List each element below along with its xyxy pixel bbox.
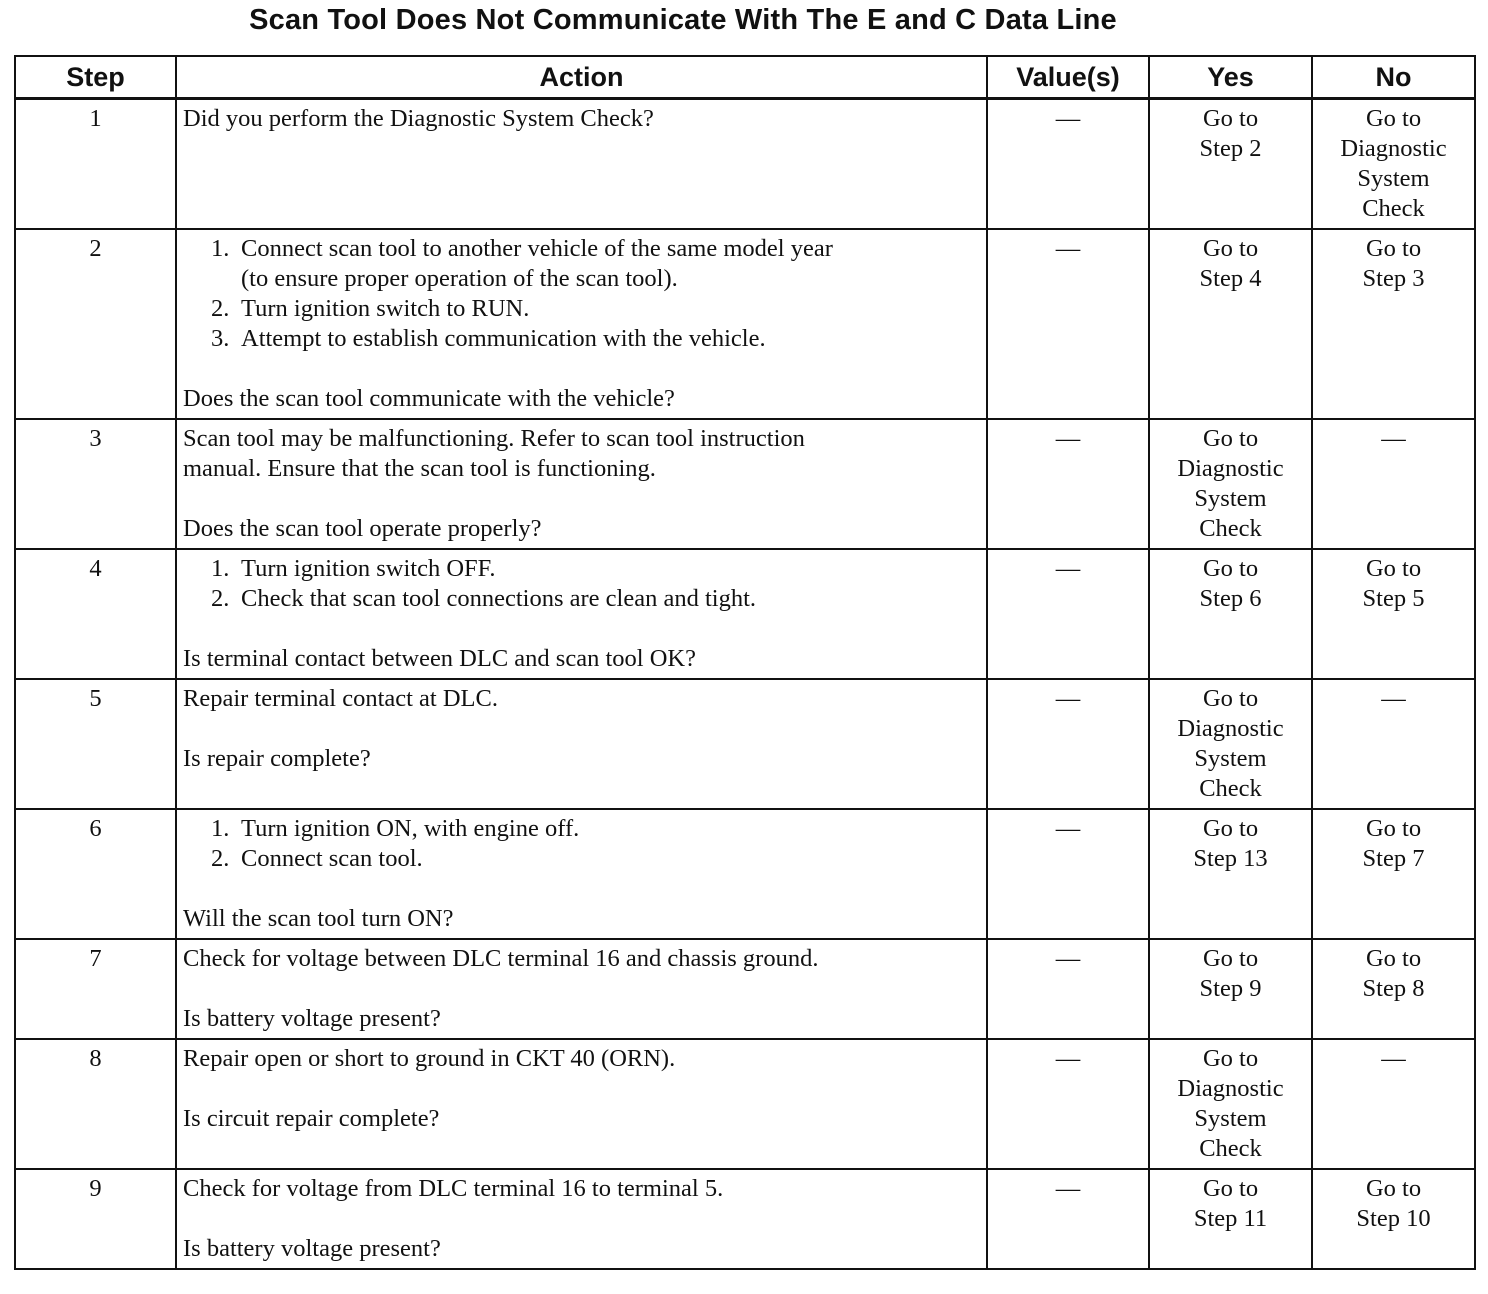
action-line: Repair terminal contact at DLC. <box>183 685 498 712</box>
value-dash: — <box>1055 1045 1081 1072</box>
no-line: Go to <box>1365 1175 1422 1202</box>
table-row <box>15 549 1475 679</box>
action-step-list <box>183 814 980 874</box>
action-cell <box>176 939 987 1039</box>
table-row <box>15 809 1475 939</box>
action-step-line: Turn ignition switch to RUN. <box>241 295 530 322</box>
action-step-line: Connect scan tool to another vehicle of the same model year <box>241 235 833 262</box>
table-row <box>15 419 1475 549</box>
action-cell <box>176 229 987 419</box>
action-step <box>211 294 980 324</box>
action-question: Will the scan tool turn ON? <box>183 905 454 932</box>
action-step <box>211 324 980 354</box>
action-step-number: 2. <box>211 845 230 872</box>
action-step-number: 3. <box>211 325 230 352</box>
action-cell <box>176 549 987 679</box>
action-step-list <box>183 554 980 614</box>
table-row <box>15 229 1475 419</box>
yes-line: Check <box>1199 1135 1262 1162</box>
no-line: Step 7 <box>1362 845 1425 872</box>
yes-cell <box>1149 1039 1312 1169</box>
yes-line: Check <box>1199 515 1262 542</box>
action-line: manual. Ensure that the scan tool is functioning. <box>183 455 656 482</box>
yes-line: System <box>1194 485 1267 512</box>
value-cell <box>987 1039 1149 1169</box>
yes-line: Go to <box>1202 235 1259 262</box>
yes-line: Go to <box>1202 945 1259 972</box>
yes-cell <box>1149 419 1312 549</box>
action-step-number: 1. <box>211 235 230 262</box>
header-action: Action <box>176 56 987 99</box>
no-line: Step 10 <box>1356 1205 1431 1232</box>
no-line: Step 8 <box>1362 975 1425 1002</box>
header-row <box>15 56 1475 99</box>
no-line: Go to <box>1365 105 1422 132</box>
yes-line: Go to <box>1202 685 1259 712</box>
action-cell <box>176 99 987 230</box>
yes-line: System <box>1194 1105 1267 1132</box>
value-dash: — <box>1055 425 1081 452</box>
yes-cell <box>1149 939 1312 1039</box>
yes-line: Step 6 <box>1199 585 1262 612</box>
no-line: Step 3 <box>1362 265 1425 292</box>
value-dash: — <box>1055 235 1081 262</box>
no-cell <box>1312 229 1475 419</box>
header-values: Value(s) <box>987 56 1149 99</box>
yes-line: Go to <box>1202 105 1259 132</box>
action-question: Is battery voltage present? <box>183 1235 441 1262</box>
no-line: Diagnostic <box>1340 135 1447 162</box>
step-number: 4 <box>15 549 176 679</box>
page-title: Scan Tool Does Not Communicate With The E and C Data Line <box>249 4 1117 36</box>
action-step <box>211 584 980 614</box>
no-dash: — <box>1381 685 1406 712</box>
yes-line: Step 13 <box>1193 845 1268 872</box>
action-step <box>211 234 980 294</box>
yes-cell <box>1149 1169 1312 1269</box>
value-cell <box>987 809 1149 939</box>
value-cell <box>987 939 1149 1039</box>
action-cell <box>176 1039 987 1169</box>
no-line: System <box>1357 165 1430 192</box>
table-row <box>15 679 1475 809</box>
action-cell <box>176 419 987 549</box>
diagnostic-table <box>14 55 1476 1270</box>
action-step-list <box>183 234 980 354</box>
no-line: Go to <box>1365 945 1422 972</box>
action-step-line: Connect scan tool. <box>241 845 423 872</box>
no-cell <box>1312 99 1475 230</box>
yes-line: Diagnostic <box>1177 1075 1284 1102</box>
value-cell <box>987 679 1149 809</box>
header-yes: Yes <box>1149 56 1312 99</box>
yes-line: Step 9 <box>1199 975 1262 1002</box>
action-line: Check for voltage between DLC terminal 16 and chassis ground. <box>183 945 819 972</box>
no-line: Go to <box>1365 555 1422 582</box>
action-step-line: (to ensure proper operation of the scan tool). <box>241 265 678 292</box>
table-row <box>15 99 1475 230</box>
no-cell <box>1312 939 1475 1039</box>
value-dash: — <box>1055 1175 1081 1202</box>
action-text: Did you perform the Diagnostic System Check? <box>183 105 654 132</box>
value-dash: — <box>1055 685 1081 712</box>
yes-line: Diagnostic <box>1177 715 1284 742</box>
step-number: 3 <box>15 419 176 549</box>
no-cell <box>1312 1039 1475 1169</box>
yes-line: Step 2 <box>1199 135 1262 162</box>
action-step <box>211 554 980 584</box>
yes-cell <box>1149 229 1312 419</box>
action-step <box>211 844 980 874</box>
action-question: Does the scan tool operate properly? <box>183 515 542 542</box>
action-step-line: Turn ignition switch OFF. <box>241 555 496 582</box>
step-number: 6 <box>15 809 176 939</box>
action-step-number: 2. <box>211 585 230 612</box>
yes-cell <box>1149 549 1312 679</box>
step-number: 9 <box>15 1169 176 1269</box>
action-question: Does the scan tool communicate with the vehicle? <box>183 385 675 412</box>
action-line: Scan tool may be malfunctioning. Refer to scan tool instruction <box>183 425 805 452</box>
action-step-line: Attempt to establish communication with the vehicle. <box>241 325 766 352</box>
step-number: 2 <box>15 229 176 419</box>
step-number: 7 <box>15 939 176 1039</box>
yes-line: Check <box>1199 775 1262 802</box>
value-cell <box>987 99 1149 230</box>
header-step: Step <box>15 56 176 99</box>
step-number: 5 <box>15 679 176 809</box>
no-cell <box>1312 1169 1475 1269</box>
value-dash: — <box>1055 945 1081 972</box>
value-dash: — <box>1055 555 1081 582</box>
header-no: No <box>1312 56 1475 99</box>
no-dash: — <box>1381 425 1406 452</box>
table-row <box>15 939 1475 1039</box>
action-question: Is battery voltage present? <box>183 1005 441 1032</box>
no-line: Go to <box>1365 815 1422 842</box>
action-cell <box>176 809 987 939</box>
yes-line: Go to <box>1202 555 1259 582</box>
yes-line: Step 4 <box>1199 265 1262 292</box>
value-dash: — <box>1055 105 1081 132</box>
yes-cell <box>1149 679 1312 809</box>
action-question: Is repair complete? <box>183 745 371 772</box>
action-line: Check for voltage from DLC terminal 16 to terminal 5. <box>183 1175 724 1202</box>
yes-cell <box>1149 99 1312 230</box>
no-line: Check <box>1362 195 1425 222</box>
yes-line: Step 11 <box>1193 1205 1268 1232</box>
yes-cell <box>1149 809 1312 939</box>
action-question: Is terminal contact between DLC and scan tool OK? <box>183 645 696 672</box>
value-cell <box>987 549 1149 679</box>
action-step-number: 2. <box>211 295 230 322</box>
step-number: 1 <box>15 99 176 230</box>
action-cell <box>176 679 987 809</box>
yes-line: Diagnostic <box>1177 455 1284 482</box>
action-step-number: 1. <box>211 815 230 842</box>
table-row <box>15 1039 1475 1169</box>
value-cell <box>987 229 1149 419</box>
no-cell <box>1312 809 1475 939</box>
action-step-line: Turn ignition ON, with engine off. <box>241 815 580 842</box>
no-line: Step 5 <box>1362 585 1425 612</box>
yes-line: Go to <box>1202 1045 1259 1072</box>
action-cell <box>176 1169 987 1269</box>
table-row <box>15 1169 1475 1269</box>
action-step <box>211 814 980 844</box>
action-step-number: 1. <box>211 555 230 582</box>
value-cell <box>987 419 1149 549</box>
yes-line: System <box>1194 745 1267 772</box>
step-number: 8 <box>15 1039 176 1169</box>
yes-line: Go to <box>1202 425 1259 452</box>
no-dash: — <box>1381 1045 1406 1072</box>
action-question: Is circuit repair complete? <box>183 1105 440 1132</box>
yes-line: Go to <box>1202 815 1259 842</box>
no-cell <box>1312 549 1475 679</box>
action-step-line: Check that scan tool connections are clean and tight. <box>241 585 757 612</box>
value-cell <box>987 1169 1149 1269</box>
yes-line: Go to <box>1202 1175 1259 1202</box>
value-dash: — <box>1055 815 1081 842</box>
no-cell <box>1312 679 1475 809</box>
no-line: Go to <box>1365 235 1422 262</box>
no-cell <box>1312 419 1475 549</box>
action-line: Repair open or short to ground in CKT 40 (ORN). <box>183 1045 676 1072</box>
